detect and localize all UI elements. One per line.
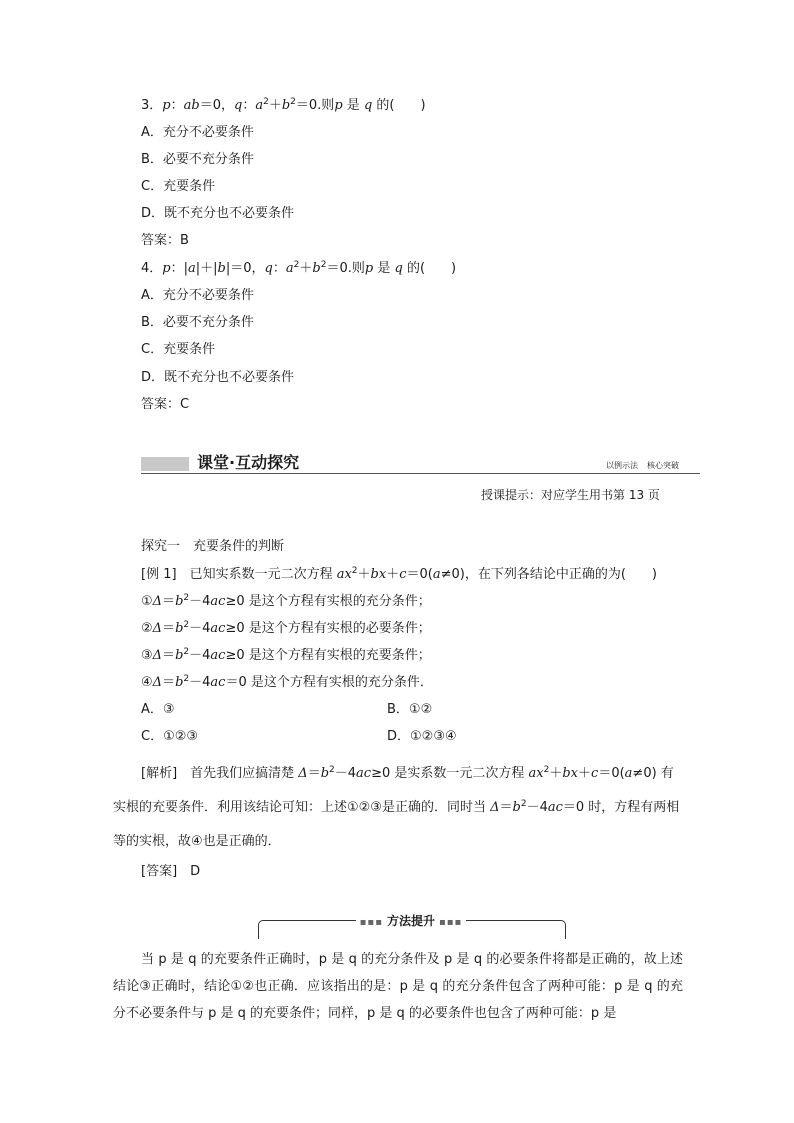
q4-option-b: B．必要不充分条件	[141, 315, 254, 330]
method-title-dots-left: ▪▪▪	[359, 917, 383, 928]
example-stem: [例 1] 已知实系数一元二次方程 $ax^2+bx+c=0(a\ne 0)$，在下列各结论中正确的为( )	[141, 566, 658, 582]
q4-answer: 答案：C	[141, 397, 190, 412]
q3-option-c: C．充要条件	[141, 179, 216, 194]
choice-b: B．①②	[387, 702, 433, 717]
explanation-paragraph: [解析] 首先我们应搞清楚 $\Delta=b^2-4ac\ge 0$ 是实系数一元二次方程 $ax^2+bx+c=0(a\ne 0)$ 有实根的充要条件．利用该结论可知：上述①②③是正确的．同时当 $\Delta=b^2-4ac=0$ 时，方程有两相等的实根，故④也是正确的．	[113, 765, 680, 849]
q4-option-a: A．充分不必要条件	[141, 288, 254, 303]
method-body: 当 p 是 q 的充要条件正确时，p 是 q 的充分条件及 p 是 q 的必要条件将都是正确的，故上述结论③正确时，结论①②也正确．应该指出的是：p 是 q 的充分条件包含了两种可能：p 是 q 的充分不必要条件与 p 是 q 的充要条件；同样，p 是 q 的必要条件也包含了两种可能：p 是	[113, 952, 683, 1021]
teaching-hint: 授课提示：对应学生用书第 13 页	[481, 488, 660, 502]
answer-label: [答案]	[141, 864, 178, 879]
section-title: 课堂·互动探究	[197, 453, 300, 472]
q3-answer: 答案：B	[141, 233, 189, 248]
method-title-dots-right: ▪▪▪	[439, 917, 463, 928]
section-tag-1: 以例示法	[606, 461, 638, 470]
q3-option-a: A．充分不必要条件	[141, 125, 254, 140]
statement-2: $②\Delta=b^2-4ac\ge 0$ 是这个方程有实根的必要条件；	[141, 620, 431, 636]
method-title	[266, 913, 556, 931]
q3-option-d: D．既不充分也不必要条件	[141, 206, 295, 221]
choice-a: A．③	[141, 702, 175, 717]
q3-option-b: B．必要不充分条件	[141, 152, 254, 167]
q4-stem: 4．p：|a|＋|b|＝0，q：$a^2+b^2=0$.则p 是 q 的( )	[141, 260, 457, 276]
statement-1: $①\Delta=b^2-4ac\ge 0$ 是这个方程有实根的充分条件；	[141, 593, 431, 609]
explore-heading: 探究一 充要条件的判断	[141, 539, 285, 554]
explanation-label: [解析]	[141, 766, 178, 781]
section-tag	[606, 460, 679, 472]
choice-d: D．①②③④	[387, 729, 457, 744]
statement-4: $④\Delta=b^2-4ac=0$ 是这个方程有实根的充分条件．	[141, 674, 433, 690]
q3-stem: 3．p：ab＝0，q：$a^2+b^2=0$.则p 是 q 的( )	[141, 97, 426, 113]
example-label: [例 1]	[141, 567, 177, 582]
section-header-bar	[141, 457, 189, 471]
section-divider	[141, 473, 700, 474]
answer-line	[141, 863, 200, 881]
q4-option-d: D．既不充分也不必要条件	[141, 370, 295, 385]
section-tag-2: 核心突破	[647, 461, 679, 470]
statement-3: $③\Delta=b^2-4ac\ge 0$ 是这个方程有实根的充要条件；	[141, 647, 431, 663]
method-title-text: 方法提升	[386, 914, 435, 928]
choice-c: C．①②③	[141, 729, 199, 744]
q4-option-c: C．充要条件	[141, 342, 216, 357]
answer-value: D	[177, 864, 201, 879]
